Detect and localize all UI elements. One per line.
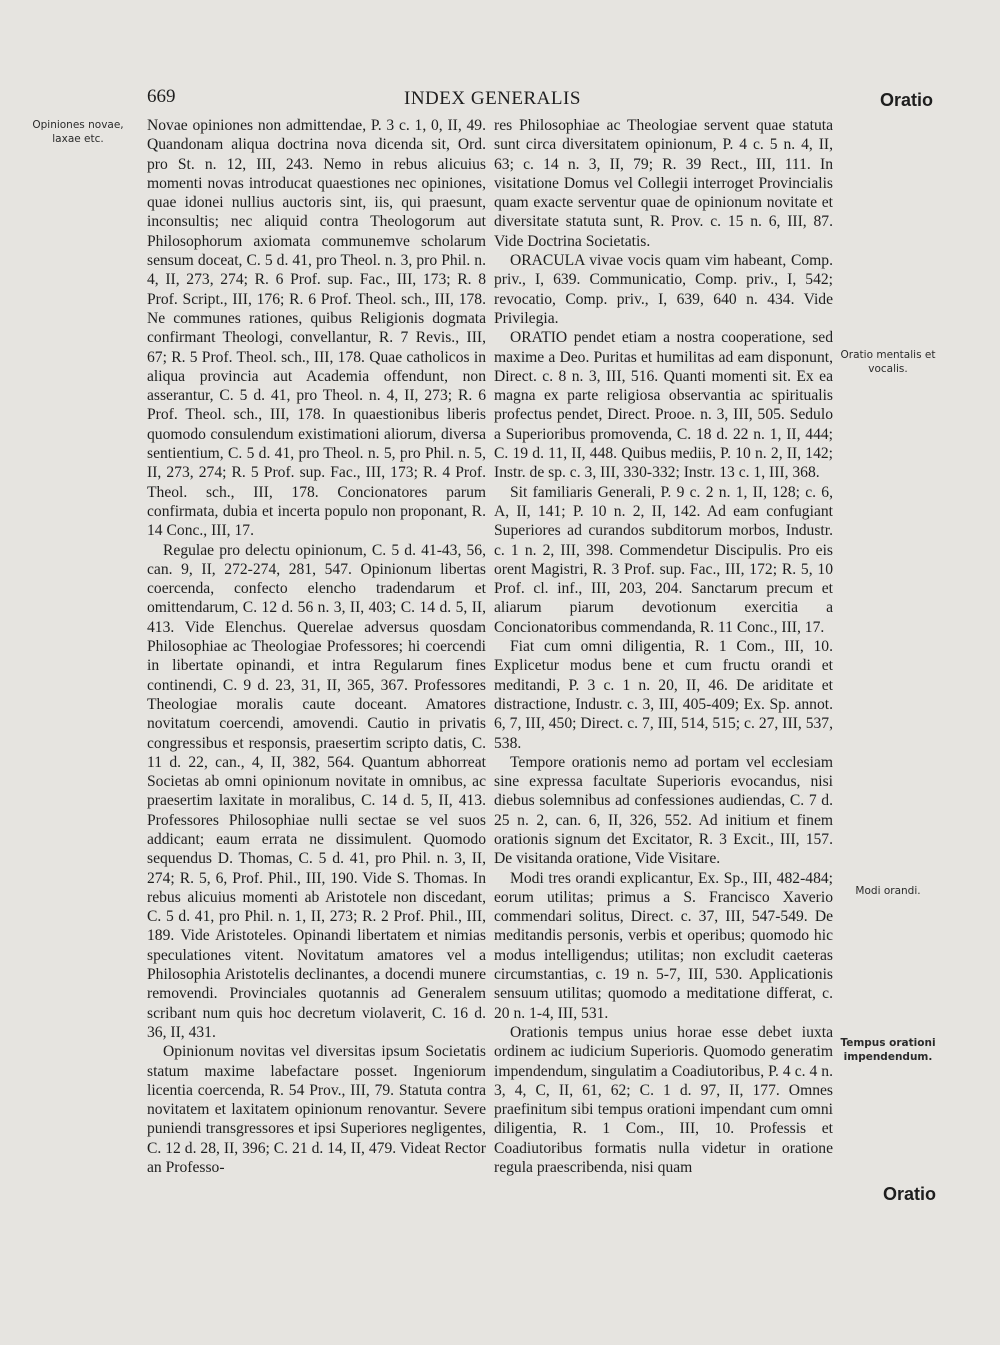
paragraph: Novae opiniones non admittendae, P. 3 c. 1, 0, II, 49. Quandonam aliqua doctrina nova dicenda sit, Ord. pro St. n. 12, III, 243. Nemo in rebus alicuius momenti novas introducat quaestiones nec opiniones, quae idonei nullius auctoris sint, iis, qui praesunt, inconsultis; nec aliquid contra Theologorum aut Philosophorum axiomata communemve scholarum sensum doceat, C. 5 d. 41, pro Theol. n. 3, pro Phil. n. 4, II, 273, 274; R. 6 Prof. sup. Fac., III, 173; R. 8 Prof. Script., III, 176; R. 6 Prof. Theol. sch., III, 178. Ne communes rationes, quibus Religionis dogmata confirmant Theologi, convellantur, R. 7 Revis., III, 67; R. 5 Prof. Theol. sch., III, 178. Quae catholicos in aliqua provincia aut Academia offendunt, non asserantur, C. 5 d. 41, pro Theol. n. 4, II, 273; R. 6 Prof. Theol. sch., III, 178. In quaestionibus liberis quomodo consulendum existimationi aliorum, diversa sentientium, C. 5 d. 41, pro Theol. n. 5, pro Phil. n. 5, II, 273, 274; R. 5 Prof. sup. Fac., III, 173; R. 4 Prof. Theol. sch., III, 178. Concionatores parum confirmata, dubia et incerta populo non proponant, R. 14 Conc., III, 17. [147,117,486,540]
paragraph: Fiat cum omni diligentia, R. 1 Com., III, 10. Explicetur modus bene et cum fructu orandi et meditandi, P. 3 c. 1 n. 20, II, 46. De ariditate et distractione, Industr. c. 3, III, 405-409; Ex. Sp. annot. 6, 7, III, 450; Direct. c. 7, III, 514, 515; c. 27, III, 537, 538. [494,638,833,752]
paragraph: Tempore orationis nemo ad portam vel ecclesiam sine expressa facultate Superioris evocandus, nisi diebus solemnibus ad confessiones audiendas, C. 7 d. 25 n. 2, can. 6, II, 326, 552. Ad initium et finem orationis signum det Excitator, R. 3 Excit., III, 157. De visitanda oratione, Vide Visitare. [494,753,833,868]
paragraph: res Philosophiae ac Theologiae servent quae statuta sunt circa diversitatem opinionum, P. 4 c. 5 n. 4, II, 63; c. 14 n. 3, II, 79; R. 39 Rect., III, 111. In visitatione Domus vel Collegii interroget Provincialis quam exacte serventur quae de opinionum novitate et diversitate statuta sunt, R. Prov. c. 15 n. 6, III, 87. Vide Doctrina Societatis. [494,117,833,250]
page-number: 669 [147,86,176,107]
paragraph: ORATIO pendet etiam a nostra cooperatione, sed maxime a Deo. Puritas et humilitas ad eam disponunt, Direct. c. 8 n. 3, III, 516. Quanti momenti sit. Ex ea magna ex parte religiosa observantia ac spiritualis profectus pendet, Direct. Prooe. n. 3, III, 505. Sedulo a Superioribus promovenda, C. 18 d. 22 n. 1, II, 444; C. 19 d. 11, II, 448. Quibus mediis, P. 10 n. 2, II, 142; Instr. de sp. c. 3, III, 330-332; Instr. 13 c. 1, III, 368. [494,329,833,482]
paragraph: Opinionum novitas vel diversitas ipsum Societatis statum maxime labefactare posset. Ingeniorum licentia coercenda, R. 54 Prov., III, 79. Statuta contra novitatem et laxitatem opinionum renovantur. Severe puniendi transgressores et ipsi Superiores negligentes, C. 12 d. 28, II, 396; C. 21 d. 14, II, 479. Videat Rector an Professo- [147,1043,486,1177]
left-column [147,116,486,1177]
paragraph: ORACULA vivae vocis quam vim habeant, Comp. priv., I, 639. Communicatio, Comp. priv., I, 542; revocatio, Comp. priv., I, 639, 640 n. 434. Vide Privilegia. [494,252,833,327]
paragraph: Regulae pro delectu opinionum, C. 5 d. 41-43, 56, can. 9, II, 272-274, 281, 547. Opinionum libertas coercenda, confecto elencho tradendarum et omittendarum, C. 12 d. 56 n. 3, II, 403; C. 14 d. 5, II, 413. Vide Elenchus. Querelae adversus quosdam Philosophiae ac Theologiae Professores; hi coercendi in libertate opinandi, et intra Regularum fines continendi, C. 9 d. 23, 31, II, 365, 367. Professores Theologiae moralis caute doceant. Amatores novitatum coercendi, amovendi. Cautio in privatis congressibus et responsis, praesertim scripto datis, C. 11 d. 22, can., 4, II, 382, 564. Quantum abhorreat Societas ab omni opinionum novitate in omnibus, ac praesertim laxitate in moralibus, C. 14 d. 5, II, 413. Professores Philosophiae nulli sectae se vel suos addicant; eaum errata ne dissimulent. Quomodo sequendus D. Thomas, C. 5 d. 41, pro Phil. n. 3, II, 274; R. 5, 6, Prof. Phil., III, 190. Vide S. Thomas. In rebus alicuius momenti ab Aristotele non discedant, C. 5 d. 41, pro Phil. n. 1, II, 273; R. 2 Prof. Phil., III, 189. Vide Aristoteles. Opinandi libertatem et nimias speculationes vitent. Novitatum amatores vel a Philosophia Aristotelis declinantes, a docendi munere removendi. Provinciales quotannis ad Generalem scribant num quis hoc decretum violaverit, C. 16 d. 36, II, 431. [147,541,486,1041]
margin-note-oratio-mentalis: Oratio mentalis et vocalis. [840,349,936,375]
running-head: INDEX GENERALIS [404,88,581,109]
head-word: Oratio [880,90,934,110]
right-column [494,116,833,1177]
margin-note-opiniones: Opiniones novae, laxae etc. [32,119,124,145]
margin-note-tempus: Tempus orationi impendendum. [840,1037,936,1063]
paragraph: Modi tres orandi explicantur, Ex. Sp., III, 482-484; eorum utilitas; primus a S. Francisco Xaverio commendari solitus, Direct. c. 37, III, 547-549. De meditandis personis, verbis et operibus; quomodo hic modus intelligendus; utilitas; non excludit caeteras circumstantias, c. 19 n. 5-7, III, 530. Applicationis sensuum utilitas; quomodo a meditatione differat, c. 20 n. 1-4, III, 531. [494,869,833,1022]
margin-note-modi-orandi: Modi orandi. [855,885,921,897]
paragraph: Sit familiaris Generali, P. 9 c. 2 n. 1, II, 128; c. 6, A, II, 141; P. 10 n. 2, II, 142. Ad eam confugiant Superiores ad curandos subditorum morbos, Industr. c. 1 n. 2, III, 398. Commendetur Discipulis. Pro eis orent Magistri, R. 3 Prof. sup. Fac., III, 172; R. 5, 10 Prof. cl. inf., III, 203, 204. Sanctarum precum et aliarum piarum devotionum exercitia a Concionatoribus commendanda, R. 11 Conc., III, 17. [494,483,833,636]
paragraph: Orationis tempus unius horae esse debet iuxta ordinem ac iudicium Superioris. Quomodo generatim impendendum, singulatim a Coadiutoribus, P. 4 c. 4 n. 3, 4, C, II, 61, 62; C. 1 d. 97, II, 177. Omnes praefinitum sibi tempus orationi impendant cum omni diligentia, R. 1 Com., III, 10. Professis et Coadiutoribus formatis nulla videtur in oratione regula praescribenda, nisi quam [494,1023,833,1177]
catchword: Oratio [883,1184,937,1204]
